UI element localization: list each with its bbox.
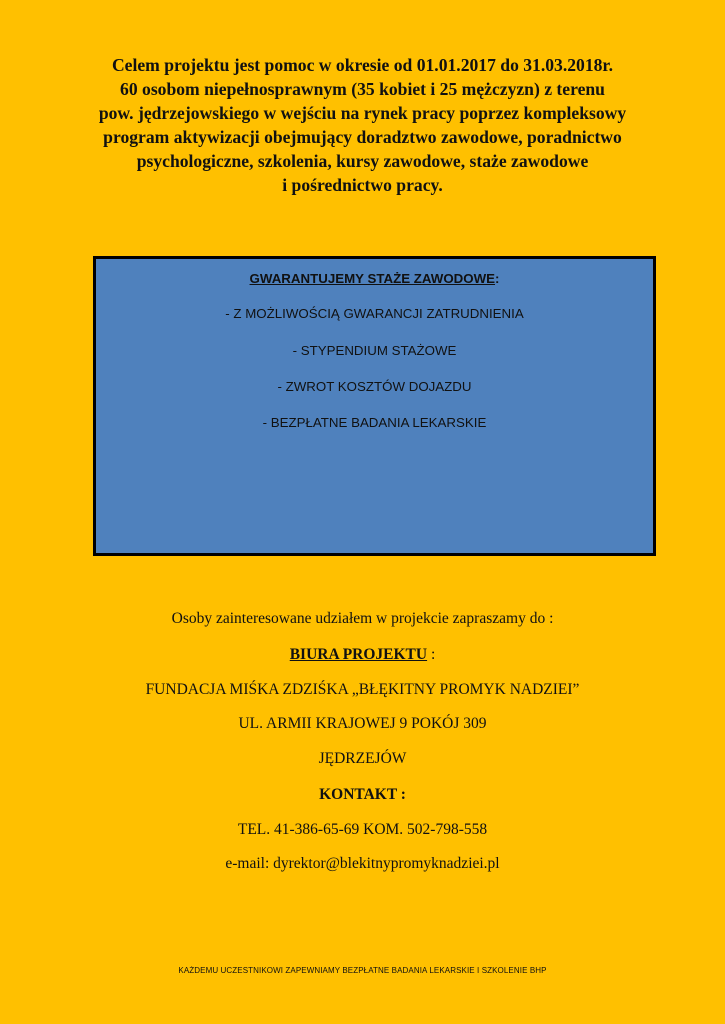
intro-line: i pośrednictwo pracy. (282, 175, 443, 195)
guarantee-heading (96, 271, 653, 286)
invite-text: Osoby zainteresowane udziałem w projekcie zapraszamy do : (171, 610, 554, 627)
contact-heading: KONTAKT : (319, 786, 406, 803)
phone-number: TEL. 41-386-65-69 KOM. 502-798-558 (237, 821, 488, 838)
project-description (40, 53, 685, 197)
footer-note: KAŻDEMU UCZESTNIKOWI ZAPEWNIAMY BEZPŁATNE BADANIA LEKARSKIE I SZKOLENIE BHP (178, 966, 547, 975)
office-colon: : (427, 646, 436, 663)
office-heading (40, 646, 685, 664)
intro-line: psychologiczne, szkolenia, kursy zawodowe, staże zawodowe (136, 151, 589, 171)
organization-name: FUNDACJA MIŚKA ZDZIŚKA „BŁĘKITNY PROMYK NADZIEI” (145, 681, 580, 698)
intro-line: program aktywizacji obejmujący doradztwo zawodowe, poradnictwo (103, 127, 622, 147)
email-address: e-mail: dyrektor@blekitnypromyknadziei.pl (225, 855, 500, 872)
guarantee-heading-text: GWARANTUJEMY STAŻE ZAWODOWE (249, 271, 496, 286)
intro-line: 60 osobom niepełnosprawnym (35 kobiet i 25 mężczyzn) z terenu (120, 79, 605, 99)
guarantee-item: - Z MOŻLIWOŚCIĄ GWARANCJI ZATRUDNIENIA (225, 306, 524, 321)
intro-line: Celem projektu jest pomoc w okresie od 01.01.2017 do 31.03.2018r. (111, 55, 614, 75)
guarantee-item: - ZWROT KOSZTÓW DOJAZDU (277, 379, 472, 394)
guarantee-heading-colon: : (495, 271, 500, 286)
guarantee-item: - BEZPŁATNE BADANIA LEKARSKIE (262, 415, 487, 430)
guarantee-item: - STYPENDIUM STAŻOWE (292, 343, 457, 358)
address: UL. ARMII KRAJOWEJ 9 POKÓJ 309 (238, 715, 487, 732)
office-label: BIURA PROJEKTU (289, 646, 428, 663)
intro-line: pow. jędrzejowskiego w wejściu na rynek pracy poprzez kompleksowy (98, 103, 627, 123)
city: JĘDRZEJÓW (318, 750, 407, 767)
guarantee-box (93, 256, 656, 556)
